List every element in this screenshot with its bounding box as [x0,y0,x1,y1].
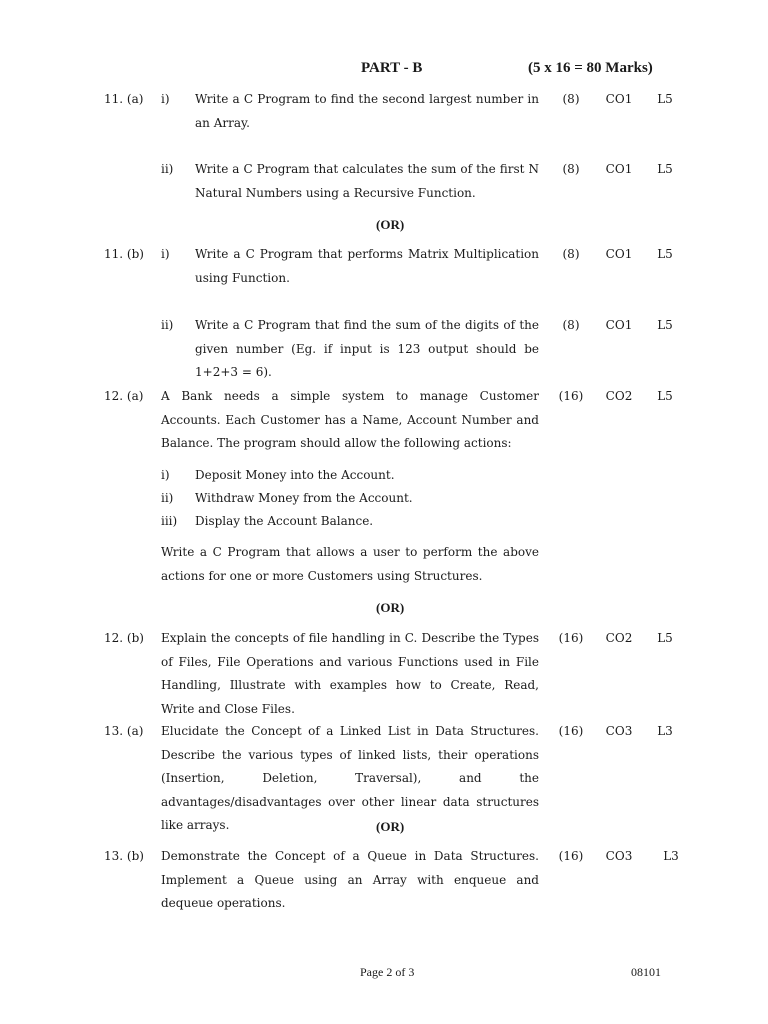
sub-label: ii) [161,318,174,332]
level: L5 [657,389,673,403]
course-outcome: CO1 [605,318,633,332]
question-number: 11. (b) [104,247,144,261]
level: L3 [663,849,679,863]
level: L5 [657,247,673,261]
marks: (8) [562,162,580,176]
paper-code: 08101 [631,965,661,979]
course-outcome: CO1 [605,92,633,106]
question-11a-ii [0,158,768,208]
part-title: PART - B [361,60,423,76]
question-text: Explain the concepts of file handling in C. Describe the Types of Files, File Operations and various Functions used in File Handling, Illustrate with examples how to Create, Read, Write and Close Files. [161,631,539,716]
course-outcome: CO2 [605,389,633,403]
level: L5 [657,318,673,332]
question-12a-closing [0,541,768,591]
marks: (8) [562,92,580,106]
question-number: 12. (a) [104,389,144,403]
course-outcome: CO3 [605,724,633,738]
or-divider: (OR) [376,819,405,834]
list-label: ii) [161,491,174,505]
list-label: iii) [161,514,178,528]
course-outcome: CO2 [605,631,633,645]
question-number: 13. (b) [104,849,144,863]
question-text: A Bank needs a simple system to manage Customer Accounts. Each Customer has a Name, Account Number and Balance. The program should allow the following actions: [161,389,539,450]
sub-label: ii) [161,162,174,176]
question-number: 11. (a) [104,92,144,106]
marks: (8) [562,318,580,332]
question-text: Elucidate the Concept of a Linked List in Data Structures. Describe the various types of linked lists, their operations (Insertion, Deletion, Traversal), and the advantages/disadvantages over other linear data structures like arrays. [161,724,539,832]
list-text: Withdraw Money from the Account. [195,491,413,505]
sub-label: i) [161,247,170,261]
question-text: Write a C Program that find the sum of the digits of the given number (Eg. if input is 123 output should be 1+2+3 = 6). [195,318,539,379]
marks: (8) [562,247,580,261]
level: L5 [657,162,673,176]
level: L3 [657,724,673,738]
question-text: Write a C Program to find the second largest number in an Array. [195,92,539,130]
question-13b [0,845,768,910]
question-11b-i [0,243,768,293]
question-12a [0,385,768,460]
course-outcome: CO3 [605,849,633,863]
level: L5 [657,92,673,106]
question-number: 12. (b) [104,631,144,645]
or-divider: (OR) [376,217,405,232]
list-text: Deposit Money into the Account. [195,468,395,482]
question-number: 13. (a) [104,724,144,738]
level: L5 [657,631,673,645]
marks: (16) [558,849,584,863]
part-marks: (5 x 16 = 80 Marks) [528,60,653,76]
question-text: Demonstrate the Concept of a Queue in Data Structures. Implement a Queue using an Array with enqueue and dequeue operations. [161,849,539,910]
question-12b [0,627,768,716]
sub-label: i) [161,92,170,106]
course-outcome: CO1 [605,162,633,176]
marks: (16) [558,631,584,645]
or-divider: (OR) [376,600,405,615]
list-label: i) [161,468,170,482]
marks: (16) [558,724,584,738]
question-11b-ii [0,314,768,379]
page-number: Page 2 of 3 [360,965,415,979]
marks: (16) [558,389,584,403]
question-11a-i [0,88,768,138]
question-text: Write a C Program that performs Matrix Multiplication using Function. [195,247,539,285]
course-outcome: CO1 [605,247,633,261]
question-text: Write a C Program that calculates the sum of the first N Natural Numbers using a Recursive Function. [195,162,539,200]
question-text: Write a C Program that allows a user to perform the above actions for one or more Customers using Structures. [161,545,539,583]
list-text: Display the Account Balance. [195,514,374,528]
